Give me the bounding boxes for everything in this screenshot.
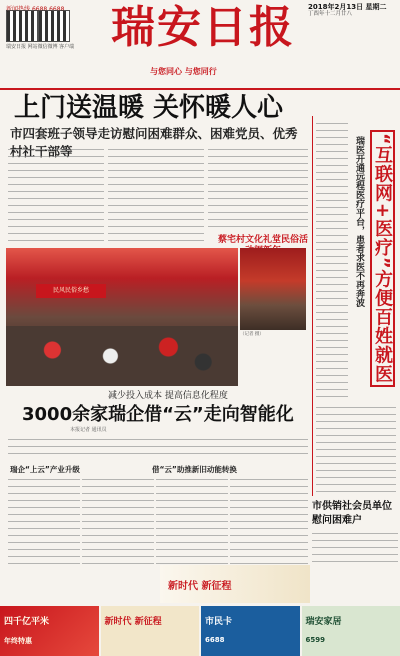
text-line [8, 497, 80, 504]
text-line [156, 476, 228, 483]
text-line [8, 230, 104, 237]
text-line [108, 209, 204, 216]
text-line [316, 460, 396, 467]
text-line [108, 188, 204, 195]
text-line [316, 253, 348, 260]
qr-note: 瑞安日报 网站微信微博 客户端 [6, 44, 75, 50]
text-line [316, 274, 348, 281]
text-line [316, 474, 396, 481]
text-line [316, 365, 348, 372]
sidebar-vertical-title: “互联网+医疗”方便百姓就医 [366, 130, 396, 387]
text-line [8, 504, 80, 511]
story2-col [230, 476, 308, 564]
text-line [316, 432, 396, 439]
ad-card[interactable] [302, 606, 400, 656]
text-line [208, 146, 308, 153]
text-line [316, 393, 348, 400]
lunar-date: 丁酉年十二月廿八 [308, 11, 353, 17]
text-line [8, 518, 80, 525]
text-line [8, 237, 104, 244]
text-line [316, 386, 348, 393]
text-line [8, 223, 104, 230]
text-line [316, 404, 396, 411]
text-line [208, 174, 308, 181]
story2-kicker: 减少投入成本 提高信息化程度 [108, 391, 228, 401]
story2-headline: 3000余家瑞企借“云”走向智能化 [22, 404, 294, 425]
text-line [8, 181, 104, 188]
text-line [8, 553, 80, 560]
text-line [156, 483, 228, 490]
text-line [8, 443, 308, 450]
text-line [8, 153, 104, 160]
text-line [316, 330, 348, 337]
text-line [230, 490, 308, 497]
text-line [8, 483, 80, 490]
text-line [156, 518, 228, 525]
text-line [8, 436, 308, 443]
text-line [8, 146, 104, 153]
text-line [316, 344, 348, 351]
ad-card[interactable] [0, 606, 99, 656]
ad-card[interactable] [201, 606, 300, 656]
text-line [230, 518, 308, 525]
text-line [316, 372, 348, 379]
story2-subhead-mid: 借“云”助推新旧动能转换 [152, 465, 237, 474]
text-line [316, 120, 348, 127]
text-line [108, 160, 204, 167]
story2-lede [8, 436, 308, 458]
text-line [316, 281, 348, 288]
ad-title: 四千亿平米 [4, 617, 50, 627]
lead-body-col [108, 146, 204, 244]
text-line [108, 195, 204, 202]
issue-date: 2018年2月13日 星期二 [308, 3, 387, 11]
text-line [316, 197, 348, 204]
text-line [208, 216, 308, 223]
text-line [316, 351, 348, 358]
text-line [108, 181, 204, 188]
text-line [208, 209, 308, 216]
lead-body-col [208, 146, 308, 232]
text-line [316, 211, 348, 218]
text-line [316, 141, 348, 148]
text-line [8, 532, 80, 539]
promo-ad[interactable] [160, 565, 310, 603]
text-line [8, 560, 80, 564]
text-line [230, 546, 308, 553]
text-line [316, 155, 348, 162]
text-line [312, 530, 398, 537]
masthead-title: 瑞安日报 [111, 2, 295, 53]
text-line [316, 148, 348, 155]
text-line [230, 476, 308, 483]
text-line [82, 511, 154, 518]
text-line [316, 316, 348, 323]
text-line [230, 539, 308, 546]
text-line [316, 467, 396, 474]
text-line [316, 260, 348, 267]
text-line [8, 490, 80, 497]
text-line [208, 223, 308, 230]
ad-title: 瑞安家居 [305, 617, 342, 627]
issue-info [308, 4, 394, 18]
text-line [316, 183, 348, 190]
text-line [82, 546, 154, 553]
text-line [82, 504, 154, 511]
ad-price: 6688 [205, 636, 225, 644]
ad-strip [0, 606, 400, 656]
sidebar-headline: 市供销社会员单位慰问困难户 [312, 501, 392, 526]
story2-col [156, 476, 228, 564]
text-line [8, 167, 104, 174]
text-line [316, 134, 348, 141]
text-line [82, 553, 154, 560]
text-line [316, 323, 348, 330]
ad-price: 年终特惠 [4, 637, 32, 645]
text-line [82, 525, 154, 532]
text-line [316, 225, 348, 232]
text-line [82, 560, 154, 564]
crowd-image [6, 326, 238, 386]
ad-title: 新时代 新征程 [104, 617, 162, 627]
ad-title: 市民卡 [205, 617, 233, 627]
masthead-rule [0, 88, 400, 90]
feature-caption: （记者 摄） [240, 332, 264, 337]
text-line [208, 160, 308, 167]
ad-price: 6599 [305, 636, 325, 644]
story2-byline: 本报记者 通讯员 [70, 427, 107, 433]
feature-photo-small [240, 248, 306, 330]
text-line [208, 195, 308, 202]
story2-col [82, 476, 154, 564]
text-line [230, 560, 308, 564]
text-line [8, 209, 104, 216]
sidebar-vertical-sub: 瑞医开通远程医疗平台，患者求医不再奔波 [354, 136, 364, 307]
text-line [108, 153, 204, 160]
text-line [316, 176, 348, 183]
text-line [230, 553, 308, 560]
text-line [316, 439, 396, 446]
text-line [108, 167, 204, 174]
text-line [316, 418, 396, 425]
text-line [156, 560, 228, 564]
text-line [312, 537, 398, 544]
lead-body-col [8, 146, 104, 244]
text-line [316, 453, 396, 460]
text-line [316, 246, 348, 253]
story2-col [8, 476, 80, 564]
text-line [316, 446, 396, 453]
lead-headline: 上门送温暖 关怀暖人心 [14, 93, 284, 123]
text-line [82, 476, 154, 483]
text-line [82, 532, 154, 539]
text-line [8, 202, 104, 209]
text-line [8, 511, 80, 518]
text-line [8, 216, 104, 223]
text-line [108, 216, 204, 223]
text-line [208, 167, 308, 174]
text-line [312, 558, 398, 564]
text-line [156, 532, 228, 539]
text-line [208, 188, 308, 195]
masthead-slogan: 与您同心 与您同行 [150, 67, 217, 76]
text-line [312, 544, 398, 551]
text-line [230, 532, 308, 539]
text-line [316, 488, 396, 495]
text-line [8, 525, 80, 532]
qr-code-icon [6, 10, 38, 42]
text-line [316, 295, 348, 302]
text-line [316, 302, 348, 309]
story2-subhead-left: 瑞企“上云”产业升级 [10, 465, 80, 474]
ad-card[interactable] [101, 606, 200, 656]
text-line [230, 511, 308, 518]
text-line [8, 195, 104, 202]
text-line [316, 379, 348, 386]
text-line [316, 239, 348, 246]
promo-ad-title: 新时代 新征程 [168, 581, 232, 592]
text-line [316, 337, 348, 344]
text-line [230, 497, 308, 504]
text-line [316, 169, 348, 176]
text-line [82, 483, 154, 490]
text-line [316, 495, 396, 496]
text-line [316, 190, 348, 197]
sidebar-body [316, 404, 396, 496]
text-line [208, 230, 308, 232]
text-line [82, 539, 154, 546]
text-line [8, 174, 104, 181]
text-line [8, 539, 80, 546]
text-line [156, 525, 228, 532]
text-line [316, 288, 348, 295]
text-line [208, 202, 308, 209]
text-line [316, 232, 348, 239]
text-line [156, 497, 228, 504]
qr-code-icon [38, 10, 70, 42]
text-line [156, 490, 228, 497]
text-line [156, 504, 228, 511]
text-line [316, 358, 348, 365]
text-line [316, 411, 396, 418]
text-line [108, 237, 204, 244]
sidebar-body [312, 530, 398, 564]
sidebar-body [316, 120, 348, 400]
text-line [8, 450, 308, 457]
masthead [0, 0, 400, 89]
text-line [156, 546, 228, 553]
text-line [316, 481, 396, 488]
text-line [82, 490, 154, 497]
photo-sign: 民风民俗乡愁 [36, 284, 106, 298]
text-line [8, 160, 104, 167]
text-line [230, 483, 308, 490]
text-line [82, 497, 154, 504]
text-line [316, 267, 348, 274]
text-line [316, 204, 348, 211]
text-line [108, 146, 204, 153]
text-line [156, 553, 228, 560]
lead-subhead: 市四套班子领导走访慰问困难群众、困难党员、优秀 [10, 126, 298, 141]
text-line [108, 174, 204, 181]
text-line [208, 153, 308, 160]
text-line [108, 202, 204, 209]
text-line [8, 188, 104, 195]
text-line [82, 518, 154, 525]
text-line [316, 309, 348, 316]
text-line [316, 425, 396, 432]
text-line [156, 511, 228, 518]
text-line [230, 504, 308, 511]
feature-title: 蔡宅村文化礼堂民俗活 [218, 235, 309, 245]
text-line [316, 127, 348, 134]
feature-photo [6, 248, 238, 386]
text-line [108, 223, 204, 230]
text-line [316, 162, 348, 169]
text-line [156, 539, 228, 546]
text-line [108, 230, 204, 237]
text-line [208, 181, 308, 188]
text-line [316, 218, 348, 225]
text-line [8, 546, 80, 553]
text-line [312, 551, 398, 558]
text-line [230, 525, 308, 532]
text-line [8, 476, 80, 483]
